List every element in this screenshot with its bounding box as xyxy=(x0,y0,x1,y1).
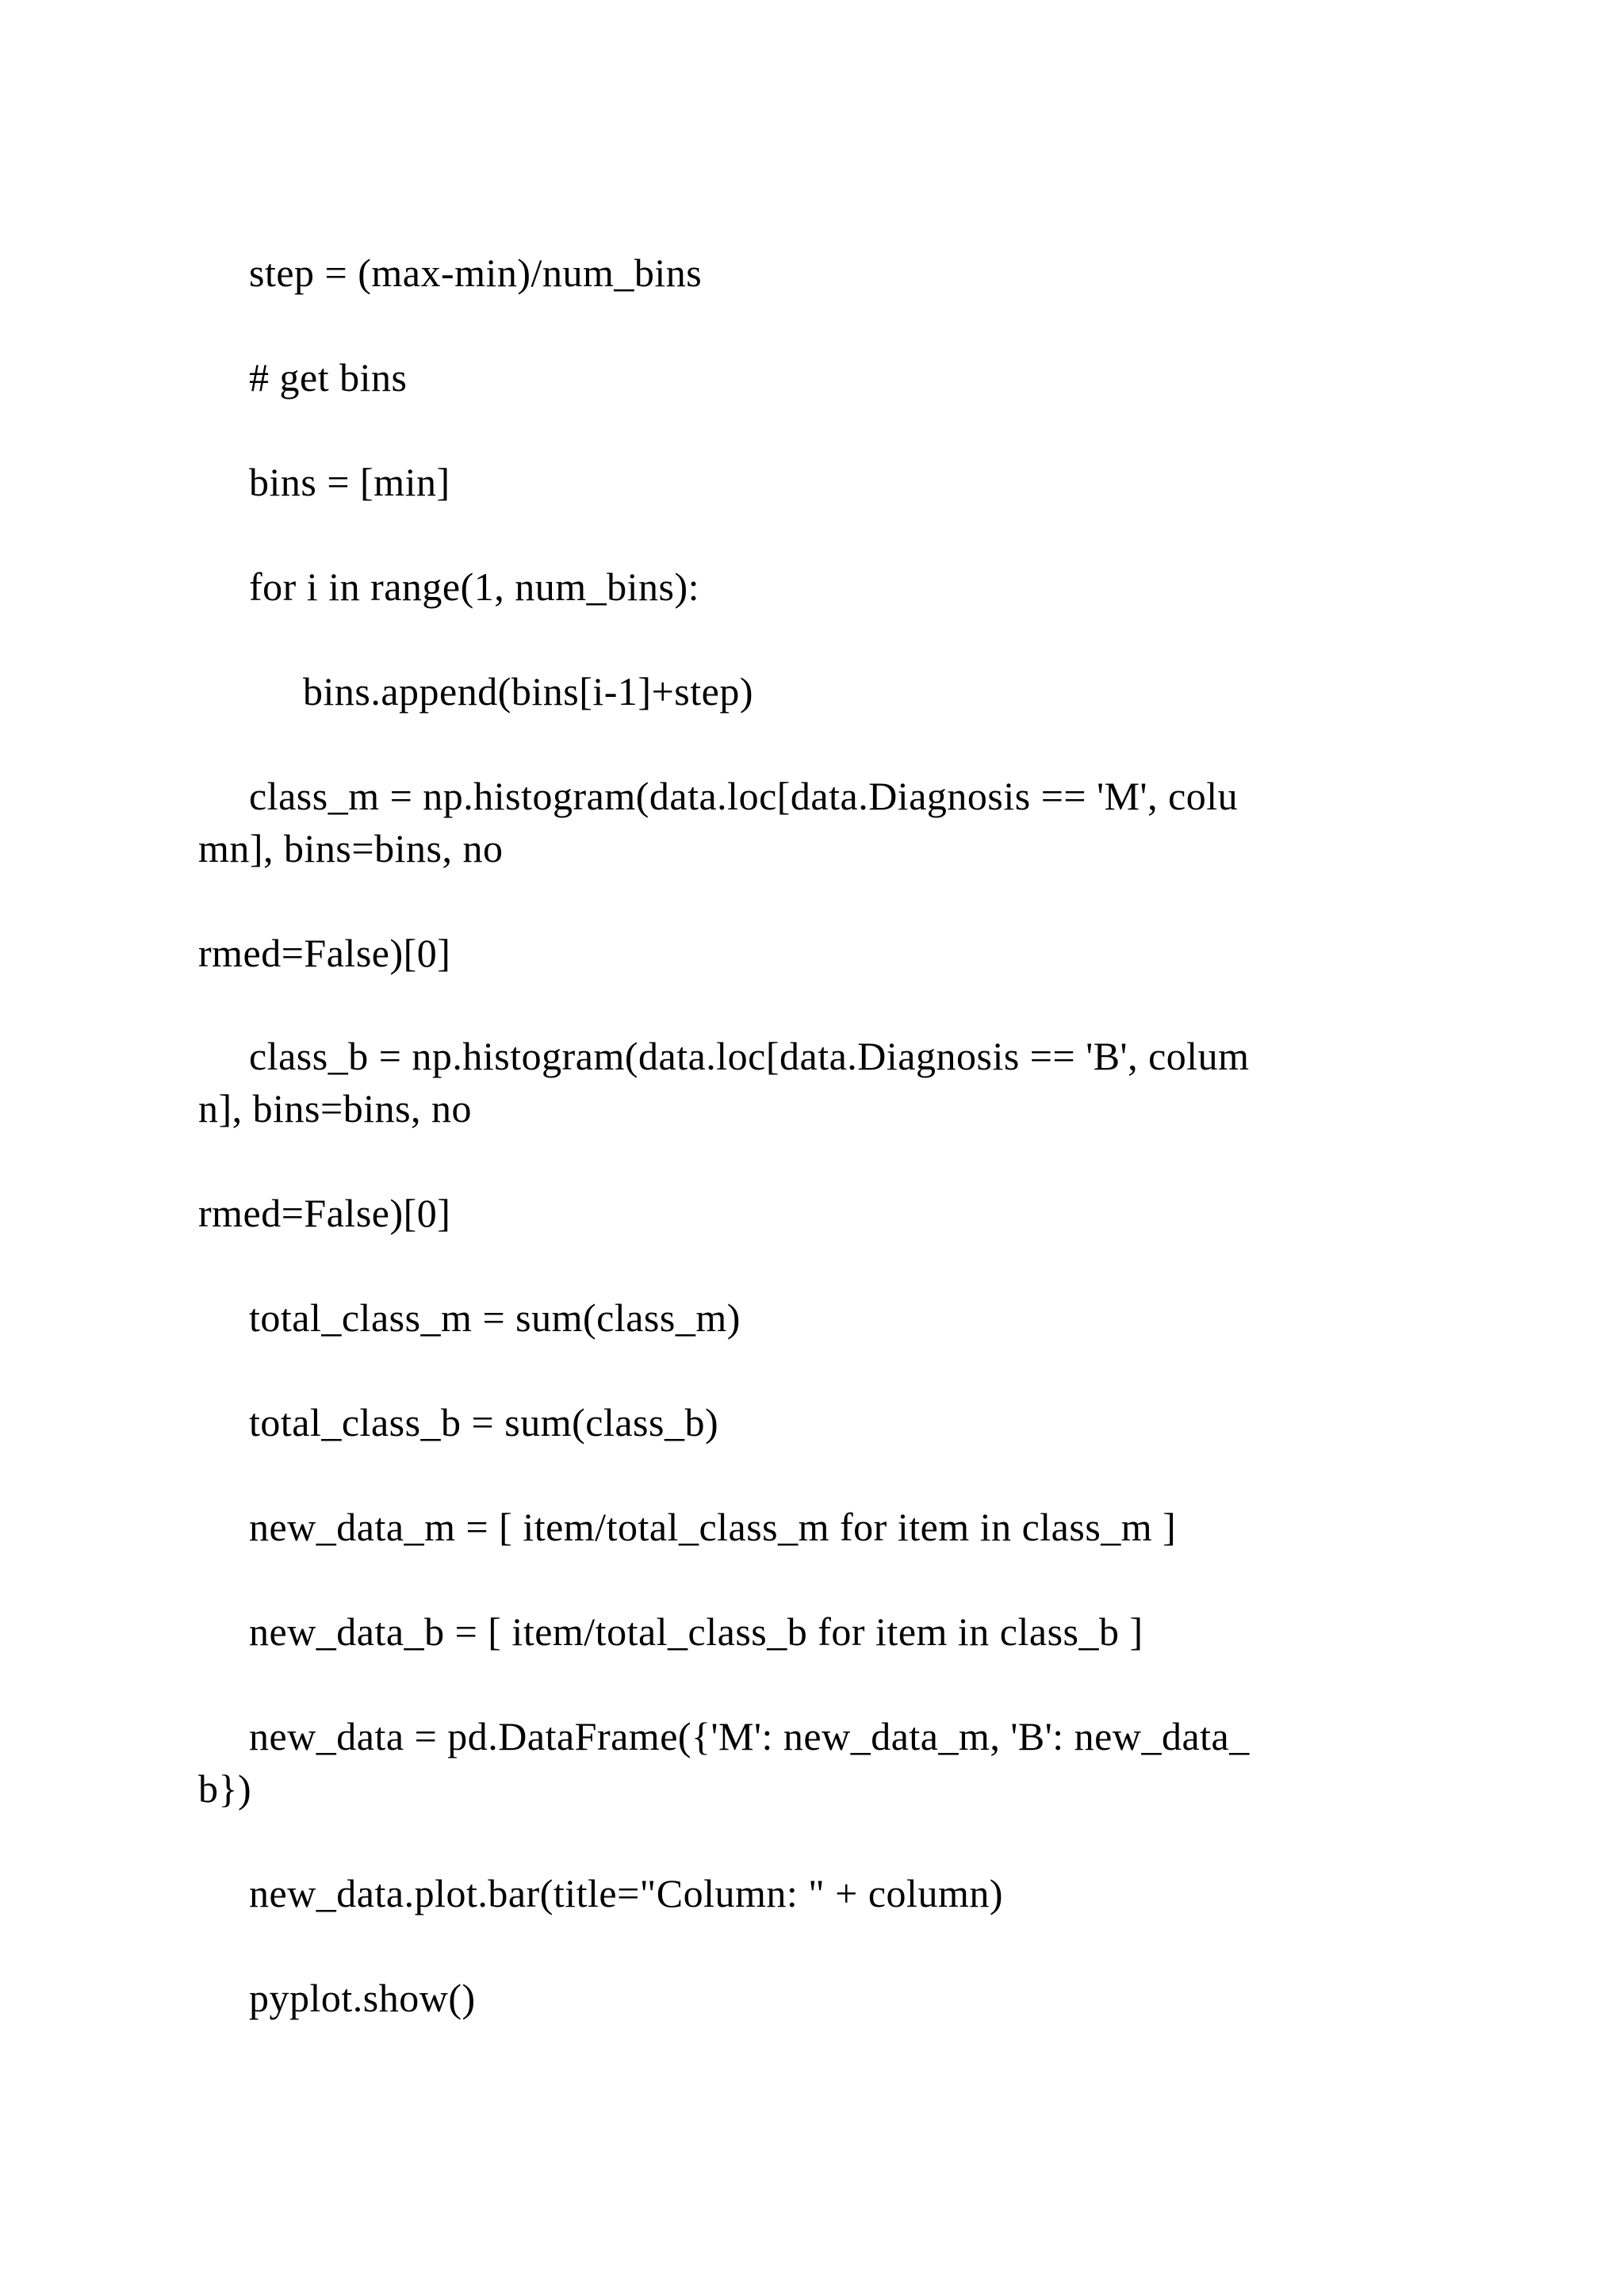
code-line-class-m-part1: class_m = np.histogram(data.loc[data.Diagnosis == 'M', colu xyxy=(249,774,1239,818)
code-line-comment-get-bins: # get bins xyxy=(249,355,408,400)
code-line-class-m-part3: rmed=False)[0] xyxy=(198,931,451,975)
code-line-pyplot-show: pyplot.show() xyxy=(249,1976,476,2020)
code-line-new-data-frame-part1: new_data = pd.DataFrame({'M': new_data_m, 'B': new_data_ xyxy=(249,1714,1250,1758)
code-line-new-data-b: new_data_b = [ item/total_class_b for item in class_b ] xyxy=(249,1609,1143,1654)
code-line-new-data-frame-part2: b}) xyxy=(198,1766,252,1811)
code-line-for-loop: for i in range(1, num_bins): xyxy=(249,564,700,609)
code-line-total-class-m: total_class_m = sum(class_m) xyxy=(249,1295,741,1340)
code-line-plot-bar: new_data.plot.bar(title="Column: " + column) xyxy=(249,1871,1003,1915)
code-line-class-b-part3: rmed=False)[0] xyxy=(198,1191,451,1235)
code-line-total-class-b: total_class_b = sum(class_b) xyxy=(249,1400,719,1445)
code-line-bins-append: bins.append(bins[i-1]+step) xyxy=(303,669,753,714)
code-line-new-data-m: new_data_m = [ item/total_class_m for item in class_m ] xyxy=(249,1505,1177,1549)
code-line-bins-init: bins = [min] xyxy=(249,460,450,504)
code-line-class-b-part2: n], bins=bins, no xyxy=(198,1086,473,1131)
code-line-class-b-part1: class_b = np.histogram(data.loc[data.Diagnosis == 'B', colum xyxy=(249,1034,1250,1078)
code-line-step: step = (max-min)/num_bins xyxy=(249,251,703,295)
code-line-class-m-part2: mn], bins=bins, no xyxy=(198,826,504,871)
